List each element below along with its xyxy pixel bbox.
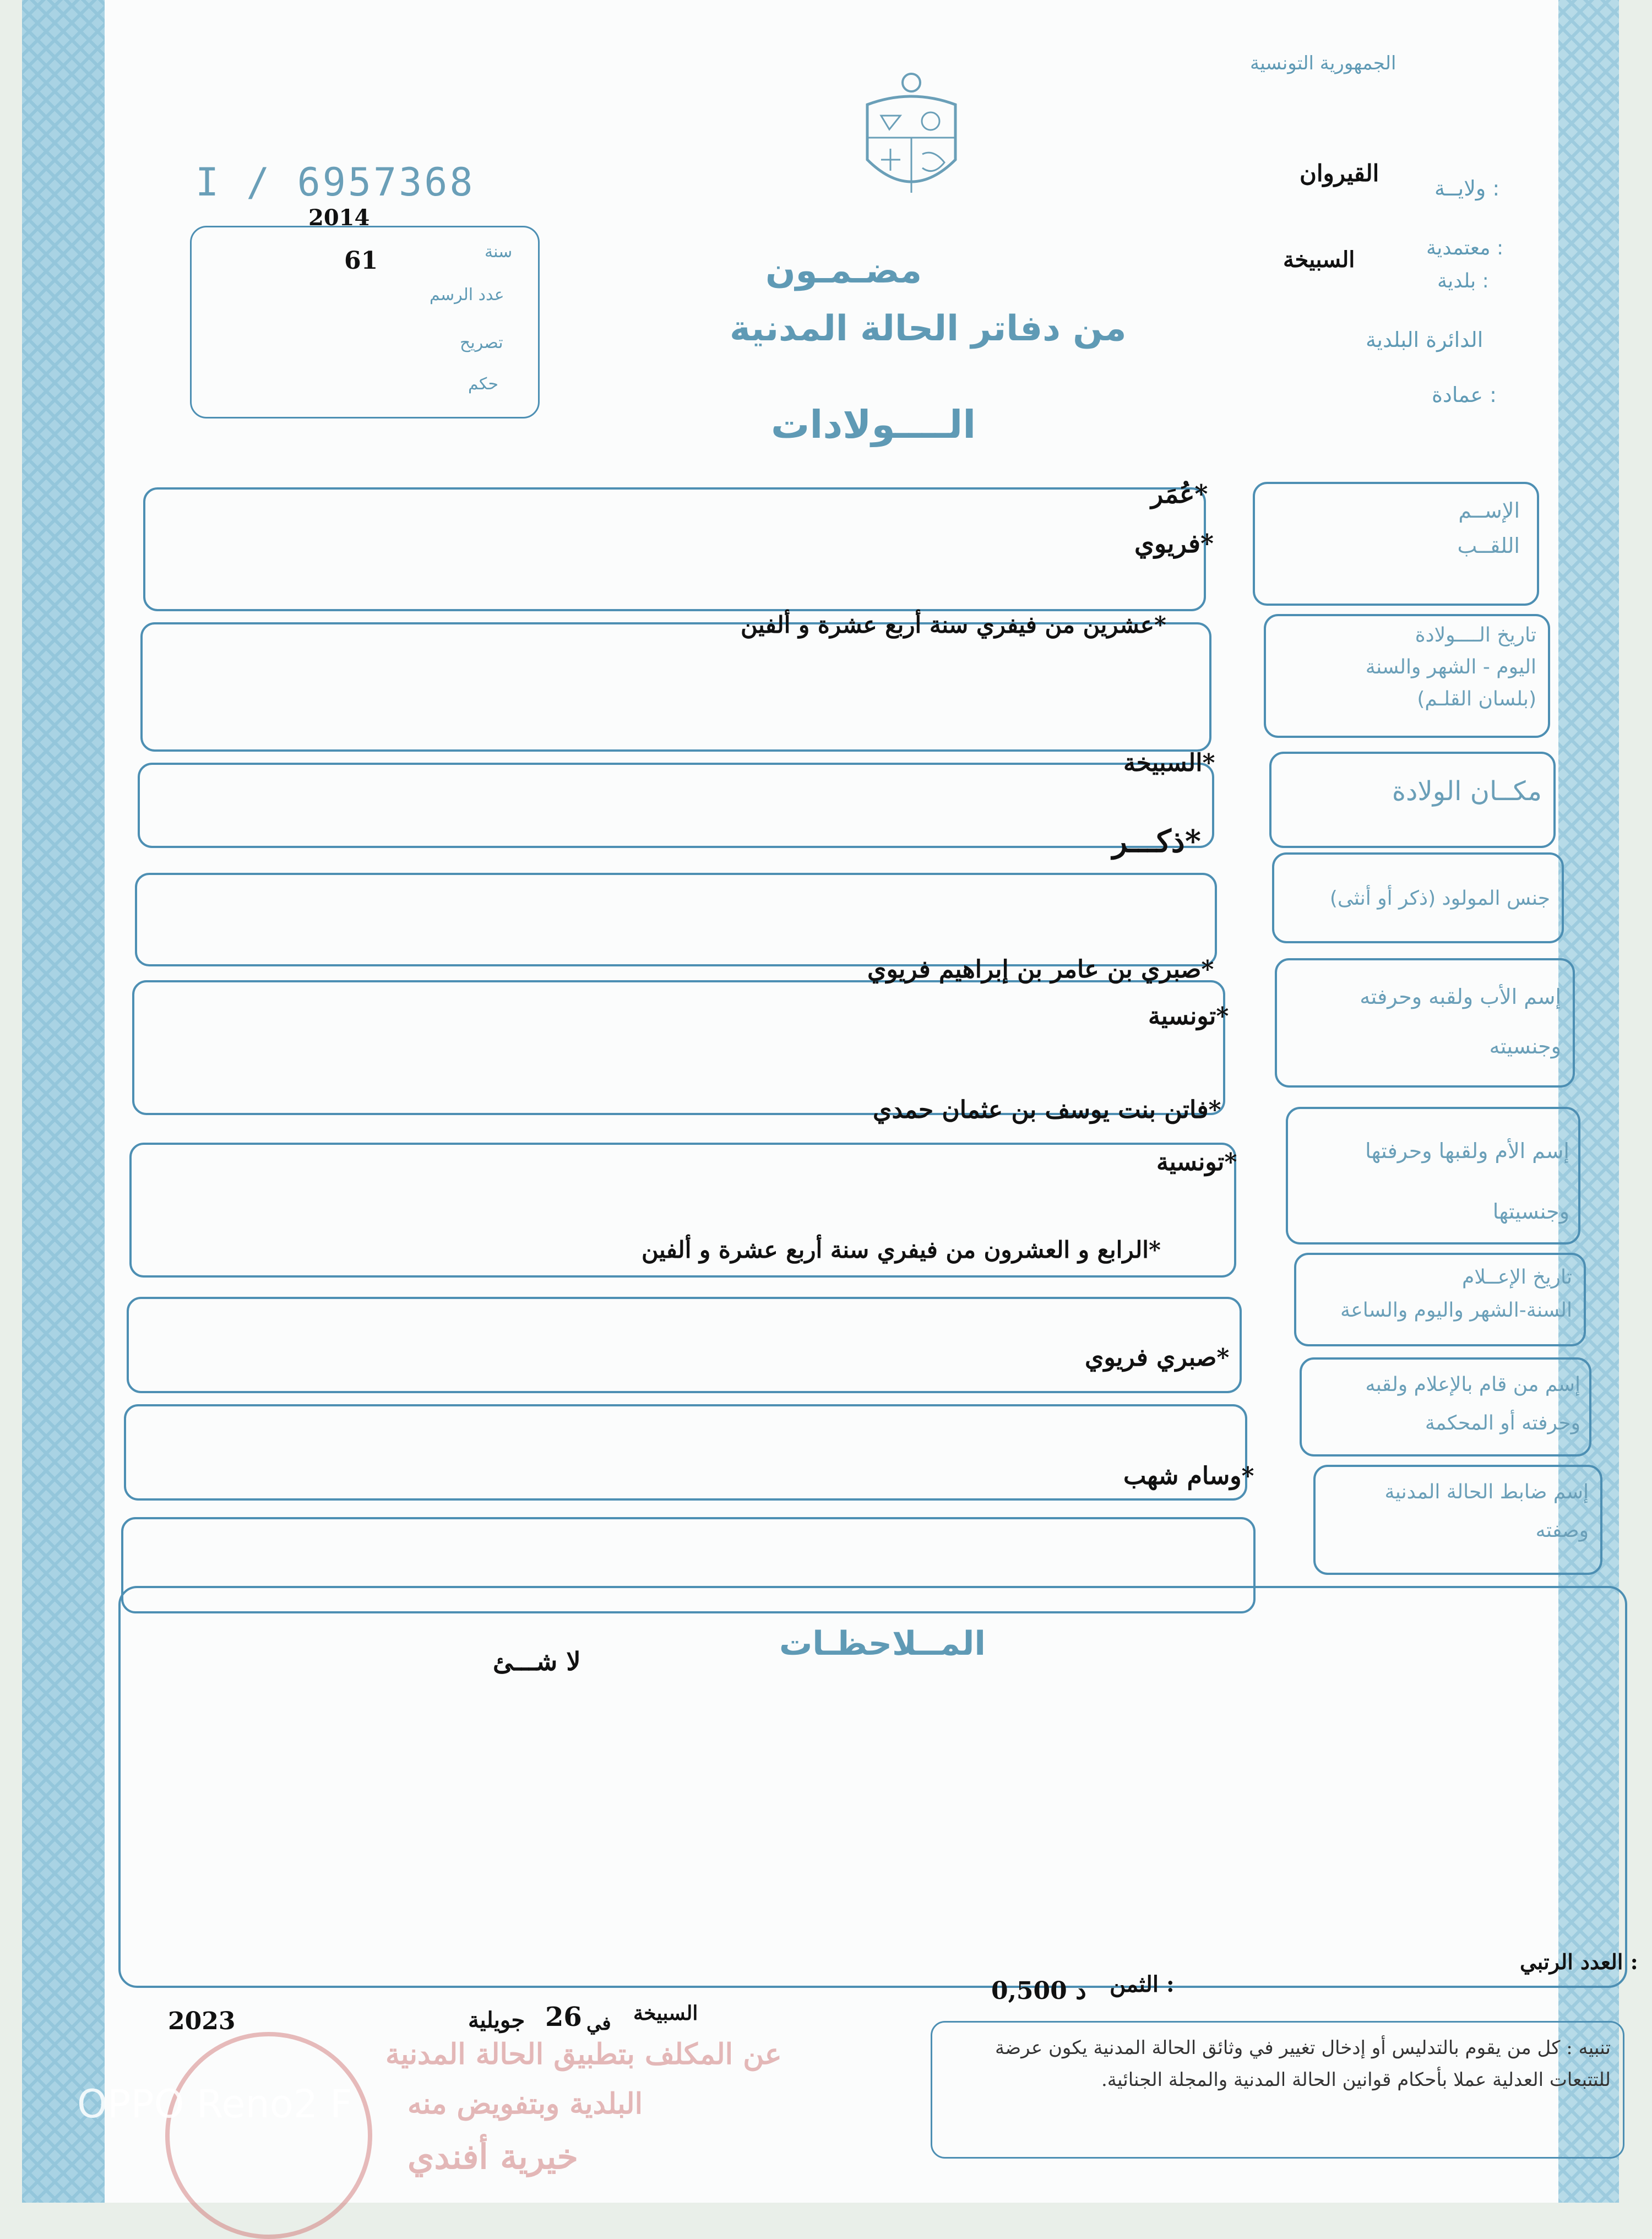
remarks-value: لا شـــئ (493, 1646, 581, 1676)
daira-label: الدائرة البلدية (1366, 328, 1483, 352)
value-father: صبري بن عامر بن إبراهيم فريوي* (867, 955, 1214, 983)
value-box-declarant (124, 1404, 1247, 1501)
value-father-nationality: تونسية* (1148, 1002, 1229, 1030)
left-guilloche-border (22, 0, 105, 2203)
reg-number-label: عدد الرسم (430, 285, 504, 305)
value-declaration-date: الرابع و العشرون من فيفري سنة أربع عشرة و ألفين* (642, 1236, 1161, 1263)
stamp-line-2: البلدية وبتفويض منه (407, 2087, 643, 2121)
issue-fi: في (586, 2013, 611, 2035)
motamadia-label: معتمدية : (1426, 237, 1504, 259)
hukm-label: حكم (468, 374, 499, 394)
tunisia-emblem (856, 66, 966, 209)
value-box-father (132, 980, 1225, 1115)
section-title-births: الــــولادات (771, 402, 976, 447)
value-officer: وسام شهب* (1123, 1462, 1254, 1490)
label-officer: إسم ضابط الحالة المدنية وصفته (1384, 1481, 1589, 1542)
value-box-birth-place (138, 763, 1214, 848)
issue-year: 2023 (168, 2007, 236, 2035)
label-declarant: إسم من قام بالإعلام ولقبه وحرفته أو المحكمة (1365, 1373, 1580, 1434)
label-name: الإســم اللقــب (1457, 498, 1520, 558)
value-box-declaration-date (127, 1297, 1242, 1393)
remarks-label: المــلاحظـات (779, 1624, 986, 1663)
value-birth-place: السبيخة* (1123, 749, 1215, 777)
reg-number-value: 61 (344, 247, 378, 275)
stamp-line-3: خيرية أفندي (407, 2137, 578, 2177)
document-serial-number: I / 6957368 (195, 160, 475, 205)
issue-day: 26 (545, 2002, 582, 2033)
official-seal (165, 2032, 372, 2239)
label-mother: إسم الأم ولقبها وحرفتها وجنسيتها (1365, 1139, 1569, 1224)
value-mother: فاتن بنت يوسف بن عثمان حمدي* (873, 1096, 1221, 1124)
value-birth-date: عشرين من فيفري سنة أربع عشرة و ألفين* (741, 611, 1166, 638)
value-declarant: صبري فريوي* (1085, 1344, 1230, 1372)
label-gender: جنس المولود (ذكر أو أنثى) (1329, 887, 1550, 910)
price-label: الثمن : (1110, 1971, 1175, 1997)
value-box-name (143, 487, 1206, 611)
republic-label: الجمهورية التونسية (1250, 52, 1396, 74)
title-civil-registers: من دفاتر الحالة المدنية (730, 308, 1127, 349)
value-box-gender (135, 873, 1217, 966)
label-declaration-date: تاريخ الإعــلام السنة-الشهر واليوم والساعة (1340, 1266, 1572, 1322)
baladia-label: بلدية : (1437, 270, 1489, 292)
sana-label: سنة (485, 242, 513, 262)
label-birth-date: تاريخ الــــولادة اليوم - الشهر والسنة (بلسان القلـم) (1365, 624, 1536, 710)
value-box-birth-date (140, 622, 1211, 752)
value-first-name: عُمَر* (1151, 479, 1208, 509)
title-madmoun: مضـمـون (765, 251, 922, 291)
wilaya-value: القيروان (1300, 160, 1379, 187)
legal-notice: تنبيه : كل من يقوم بالتدليس أو إدخال تغيير في وثائق الحالة المدنية يكون عرضة للتتبعات العدلية عملا بأحكام قوانين الحالة المدنية والمجلة الجنائية. (995, 2037, 1611, 2091)
motamadia-value: السبيخة (1283, 247, 1355, 273)
price-value: 0,500 د (991, 1977, 1086, 2005)
omada-label: عمادة : (1432, 383, 1497, 407)
stamp-line-1: عن المكلف بتطبيق الحالة المدنية (385, 2037, 782, 2071)
value-mother-nationality: تونسية* (1156, 1148, 1237, 1176)
value-last-name: فريوي* (1134, 529, 1214, 558)
wilaya-label: ولايــة : (1434, 176, 1500, 200)
label-birth-place: مكــان الولادة (1392, 776, 1542, 807)
value-gender: ذكـــر* (1112, 823, 1202, 860)
label-father: إسم الأب ولقبه وحرفته وجنسيته (1360, 985, 1561, 1058)
camera-watermark: OPPO Reno2 F (77, 2082, 352, 2127)
tasrih-label: تصريح (460, 333, 503, 352)
issue-month: جويلية (468, 2007, 525, 2033)
serial-label: العدد الرتبي : (1520, 1949, 1638, 1974)
year-value: 2014 (308, 205, 370, 231)
issue-place: السبيخة (633, 2002, 698, 2025)
